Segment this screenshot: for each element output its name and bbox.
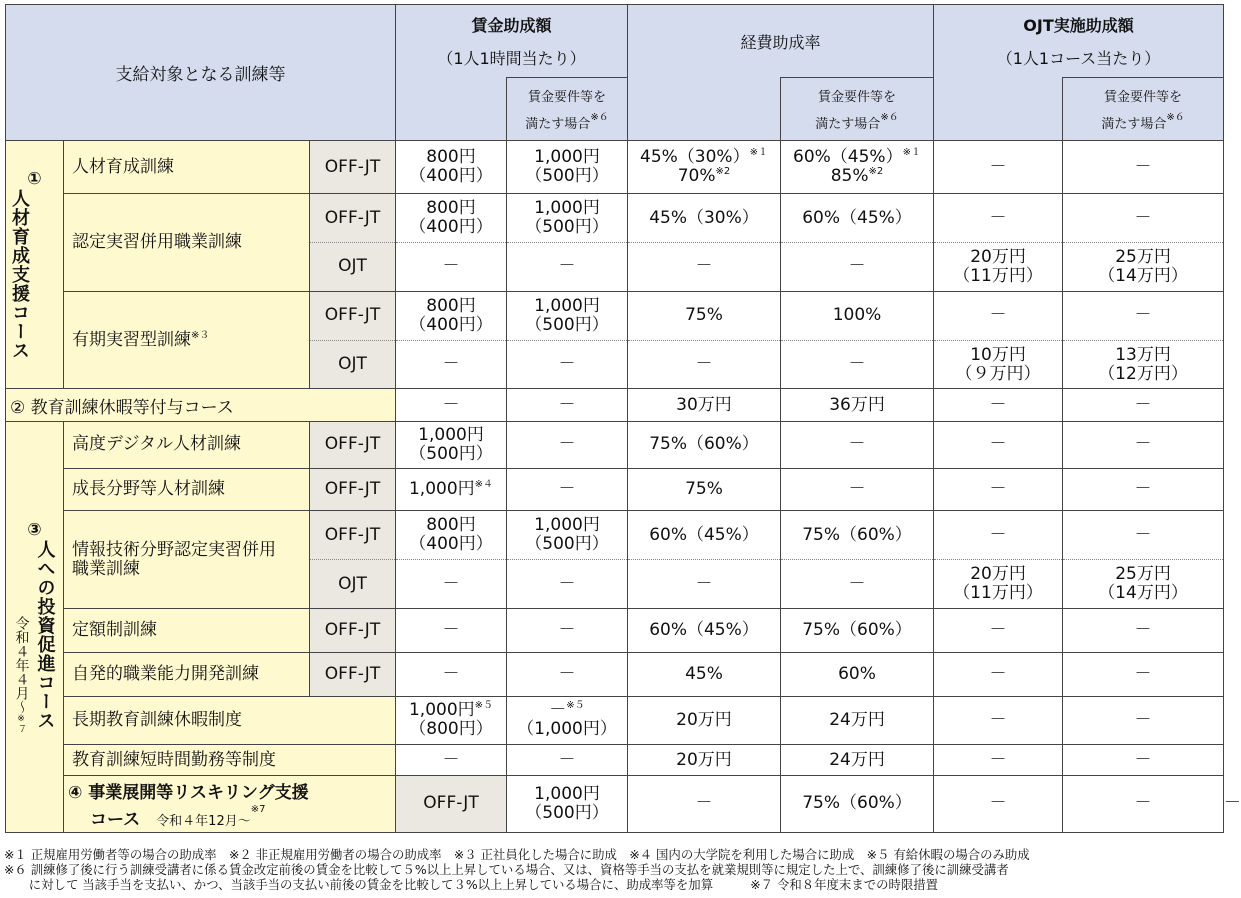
- table-row: ② 教育訓練休暇等付与コース － － 30万円 36万円 － －: [6, 389, 1224, 422]
- header-wage: 賃金助成額 （1人1時間当たり）: [396, 5, 628, 78]
- course3-label: ③ 人への投資促進コース 令和４年４月〜 ※７: [6, 421, 64, 832]
- table-row: ③ 人への投資促進コース 令和４年４月〜 ※７ 高度デジタル人材訓練 OFF-JT 1,000円 （500円） － 75%（60%） － － －: [6, 421, 1224, 468]
- table-row: OJT － － － － 10万円 （９万円） 13万円 （12万円）: [6, 340, 1224, 389]
- table-row: 自発的職業能力開発訓練 OFF-JT － － 45% 60% － －: [6, 652, 1224, 696]
- footnotes: [4, 847, 1228, 892]
- table-row: ④ 事業展開等リスキリング支援 コース 令和４年12月〜$^{※7}$ OFF-JT 1,000円 （500円） － 75%（60%） － － －: [6, 775, 1224, 832]
- table-row: ① 人材育成支援コース 人材育成訓練 OFF-JT 800円 （400円） 1,000円 （500円） $45\%(30\%)^{※1}$ 70%$^{※2}$ $60\%(45\%)^{※1}$ 85%$^{※2}$ － －: [6, 141, 1224, 194]
- footnote-line: ※１ 正規雇用労働者等の場合の助成率 ※２ 非正規雇用労働者の場合の助成率 ※３ 正社員化した場合に助成 ※４ 国内の大学院を利用した場合に助成 ※５ 有給休暇の場合のみ助成: [4, 847, 1030, 862]
- table-row: 有期実習型訓練$^{※3}$ OFF-JT 800円 （400円） 1,000円 （500円） 75% 100% － －: [6, 291, 1224, 340]
- table-row: OJT － － － － 20万円 （11万円） 25万円 （14万円）: [6, 243, 1224, 292]
- table-row: 成長分野等人材訓練 OFF-JT 1,000円$^{※4}$ － 75% － － －: [6, 468, 1224, 511]
- footnote-line: に対して 当該手当を支払い、かつ、当該手当の支払い前後の賃金を比較して３%以上上昇している場合に、助成率等を加算 ※７ 令和８年度末までの時限措置: [4, 877, 939, 892]
- header-expense-req: 賃金要件等を 満たす場合$^{※6}$: [781, 78, 934, 141]
- footnote-line: ※６ 訓練修了後に行う訓練受講者に係る賃金改定前後の賃金を比較して５%以上上昇している場合、又は、資格等手当の支払を就業規則等に規定した上で、訓練修了後に訓練受講者: [4, 862, 1009, 877]
- course1-label: ① 人材育成支援コース: [6, 141, 64, 389]
- table-row: 定額制訓練 OFF-JT － － 60%（45%） 75%（60%） － －: [6, 609, 1224, 653]
- course4-label: ④ 事業展開等リスキリング支援 コース 令和４年12月〜$^{※7}$: [64, 775, 396, 832]
- table-row: 長期教育訓練休暇制度 1,000円$^{※5}$ （800円） －$^{※5}$ （1,000円） 20万円 24万円 － －: [6, 696, 1224, 745]
- table-row: 情報技術分野認定実習併用 職業訓練 OFF-JT 800円 （400円） 1,000円 （500円） 60%（45%） 75%（60%） － －: [6, 511, 1224, 560]
- subsidy-table: [5, 4, 1241, 833]
- header-ojt: OJT実施助成額 （1人1コース当たり）: [934, 5, 1224, 78]
- header-expense: 経費助成率: [628, 5, 934, 78]
- course2-label: ② 教育訓練休暇等付与コース: [6, 389, 396, 422]
- header-ojt-req: 賃金要件等を 満たす場合$^{※6}$: [1063, 78, 1224, 141]
- table-row: OJT － － － － 20万円 （11万円） 25万円 （14万円）: [6, 560, 1224, 609]
- table-row: 教育訓練短時間勤務等制度 － － 20万円 24万円 － －: [6, 745, 1224, 776]
- header-training: 支給対象となる訓練等: [6, 5, 396, 141]
- table-row: 認定実習併用職業訓練 OFF-JT 800円 （400円） 1,000円 （500円） 45%（30%） 60%（45%） － －: [6, 194, 1224, 243]
- header-wage-req: 賃金要件等を 満たす場合$^{※6}$: [507, 78, 628, 141]
